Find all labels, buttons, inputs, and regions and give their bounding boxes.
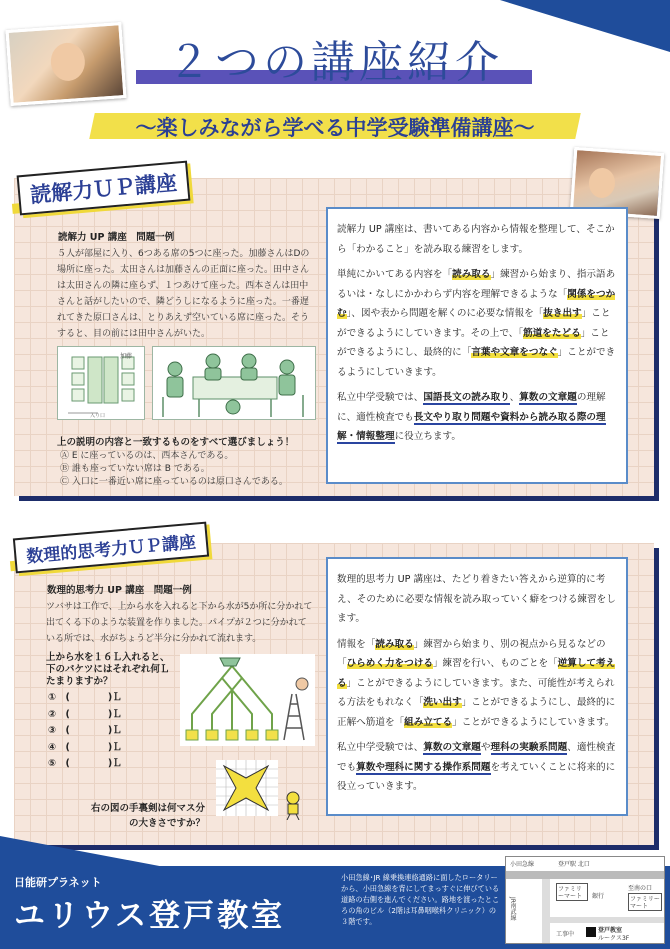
access-directions: 小田急線･JR 線乗換連絡通路に面したロータリーから、小田急線を背にしてまっすぐに伸びている道路の右側を進んでください。路地を渡ったところの角のビル（2階は耳鼻咽喉科クリニック）の３階です。 xyxy=(341,873,500,926)
math-course-description xyxy=(326,557,628,816)
ninja-icon xyxy=(280,790,306,820)
map-label-north: 登戸駅 北口 xyxy=(558,861,590,868)
example-title: 読解力 UP 講座 問題一例 xyxy=(58,232,175,243)
answer-3: ③ ( )Ｌ xyxy=(48,725,122,736)
description-paragraph-1: 数理的思考力 UP 講座は、たどり着きたい答えから逆算的に考え、そのために必要な情報を読み取っていく癖をつける練習をします。 xyxy=(337,574,616,624)
question-text: 上から水を１６Ｌ入れると、下のバケツにはそれぞれ何Ｌたまりますか？ xyxy=(46,652,170,687)
access-map xyxy=(505,856,665,944)
page-title: ２つの講座紹介 xyxy=(167,37,503,88)
footer-corner xyxy=(0,836,170,868)
option-a: Ⓐ E に座っているのは、西本さんである。 xyxy=(60,451,234,461)
answer-4: ④ ( )Ｌ xyxy=(48,741,122,753)
example-title: 数理的思考力 UP 講座 問題一例 xyxy=(47,585,192,596)
description-paragraph-3: 私立中学受験では、算数の文章題や理科の実験系問題、適性検査でも算数や理科に関する操作系問題を考えていくことに将来的に役立っていきます。 xyxy=(337,742,616,792)
map-label-building: ルークス3F xyxy=(598,935,630,942)
map-label-jr: JR南武線 xyxy=(509,897,516,921)
rail-line xyxy=(506,871,665,879)
answer-list xyxy=(48,690,122,773)
main-road xyxy=(542,879,550,944)
school-location-marker xyxy=(586,927,596,937)
math-course-tag: 数理的思考力ＵＰ講座 xyxy=(13,522,209,574)
page-subtitle: 〜楽しみながら学べる中学受験準備講座〜 xyxy=(135,116,535,140)
shuriken-grid xyxy=(216,760,278,816)
option-b: Ⓑ 誰も座っていない席は B である。 xyxy=(60,464,210,474)
map-label-construction: 工事中 xyxy=(556,931,575,938)
map-label-school: 登戸教室 xyxy=(598,927,623,934)
answer-1: ① ( )Ｌ xyxy=(48,692,122,703)
diagram-label-kato: 加藤 xyxy=(120,353,133,360)
shuriken-question: 右の図の手裏剣は何マス分の大きさですか？ xyxy=(90,803,205,829)
school-name: ユリウス登戸教室 xyxy=(14,898,286,934)
reading-course-tag: 読解力ＵＰ講座 xyxy=(17,161,191,216)
reading-course-description xyxy=(326,207,628,484)
side-road xyxy=(550,917,665,923)
problem-text: ５人が部屋に入り、6つある席の5つに座った。加藤さんはDの場所に座った。太田さんは加藤さんの正面に座った。田中さんは太田さんの隣に座らず、１つあけて座った。西本さんは田中さんと話がしたいので、隣どうしになるように座った。一番遅れてきた原口さんは、とりあえず空いている席に座った。そうすると、目の前には田中さんがいた。 xyxy=(57,249,310,339)
map-label-bank: 銀行 xyxy=(592,893,605,900)
option-c: Ⓒ 入口に一番近い席に座っているのは原口さんである。 xyxy=(60,477,288,487)
map-label-familymart-1: ファミリーマート xyxy=(558,886,583,900)
classroom-illustration xyxy=(152,346,316,420)
map-label-station: 小田急線 xyxy=(510,861,535,868)
map-label-familymart-2: ファミリーマート xyxy=(630,896,660,910)
answer-2: ② ( )Ｌ xyxy=(48,708,122,720)
map-label-exit: 至南の口 xyxy=(628,885,653,892)
description-paragraph-2: 情報を「読み取る」練習から始まり、別の視点から見るなどの「ひらめく力をつける」練習を行い、ものごとを「逆算して考える」ことができるようにしていきます。また、可能性が考えられる方法をもれなく「洗い出す」ことができるようにし、最終的に正解へ筋道を「組み立てる」ことができるようにしていきます。 xyxy=(337,638,616,728)
question-text: 上の説明の内容と一致するものをすべて選びましょう！ xyxy=(57,437,295,448)
description-paragraph-1: 読解力 UP 講座は、書いてある内容から情報を整理して、そこから「わかること」を読み取る練習をします。 xyxy=(337,224,615,255)
description-paragraph-2: 単純にかいてある内容を「読み取る」練習から始まり、指示語あるいは・なしにかかわらず内容を理解できるような「関係をつかむ」、図や表から問題を解くのに必要な情報を「抜き出す」ことができるようにしていきます。その上で、「筋道をたどる」ことができるようにし、最終的に「言葉や文章をつなぐ」ことができるようにしていきます。 xyxy=(337,269,616,378)
diagram-label-entrance: 入り口 xyxy=(90,413,106,419)
description-paragraph-3: 私立中学受験では、国語長文の読み取り、算数の文章題の理解に、適性検査でも長文やり取り問題や資料から読み取る際の理解・情報整理に役立ちます。 xyxy=(337,392,606,442)
problem-text: ツバサは工作で、上から水を入れると下から水が5か所に分かれて出てくる下のような装置を作りました。パイプが２つに分かれている所では、水がちょうど半分に分かれて流れます。 xyxy=(46,602,313,644)
answer-5: ⑤ ( )Ｌ xyxy=(48,758,122,769)
pipe-illustration xyxy=(180,654,315,746)
organization-name: 日能研プラネット xyxy=(14,876,102,889)
